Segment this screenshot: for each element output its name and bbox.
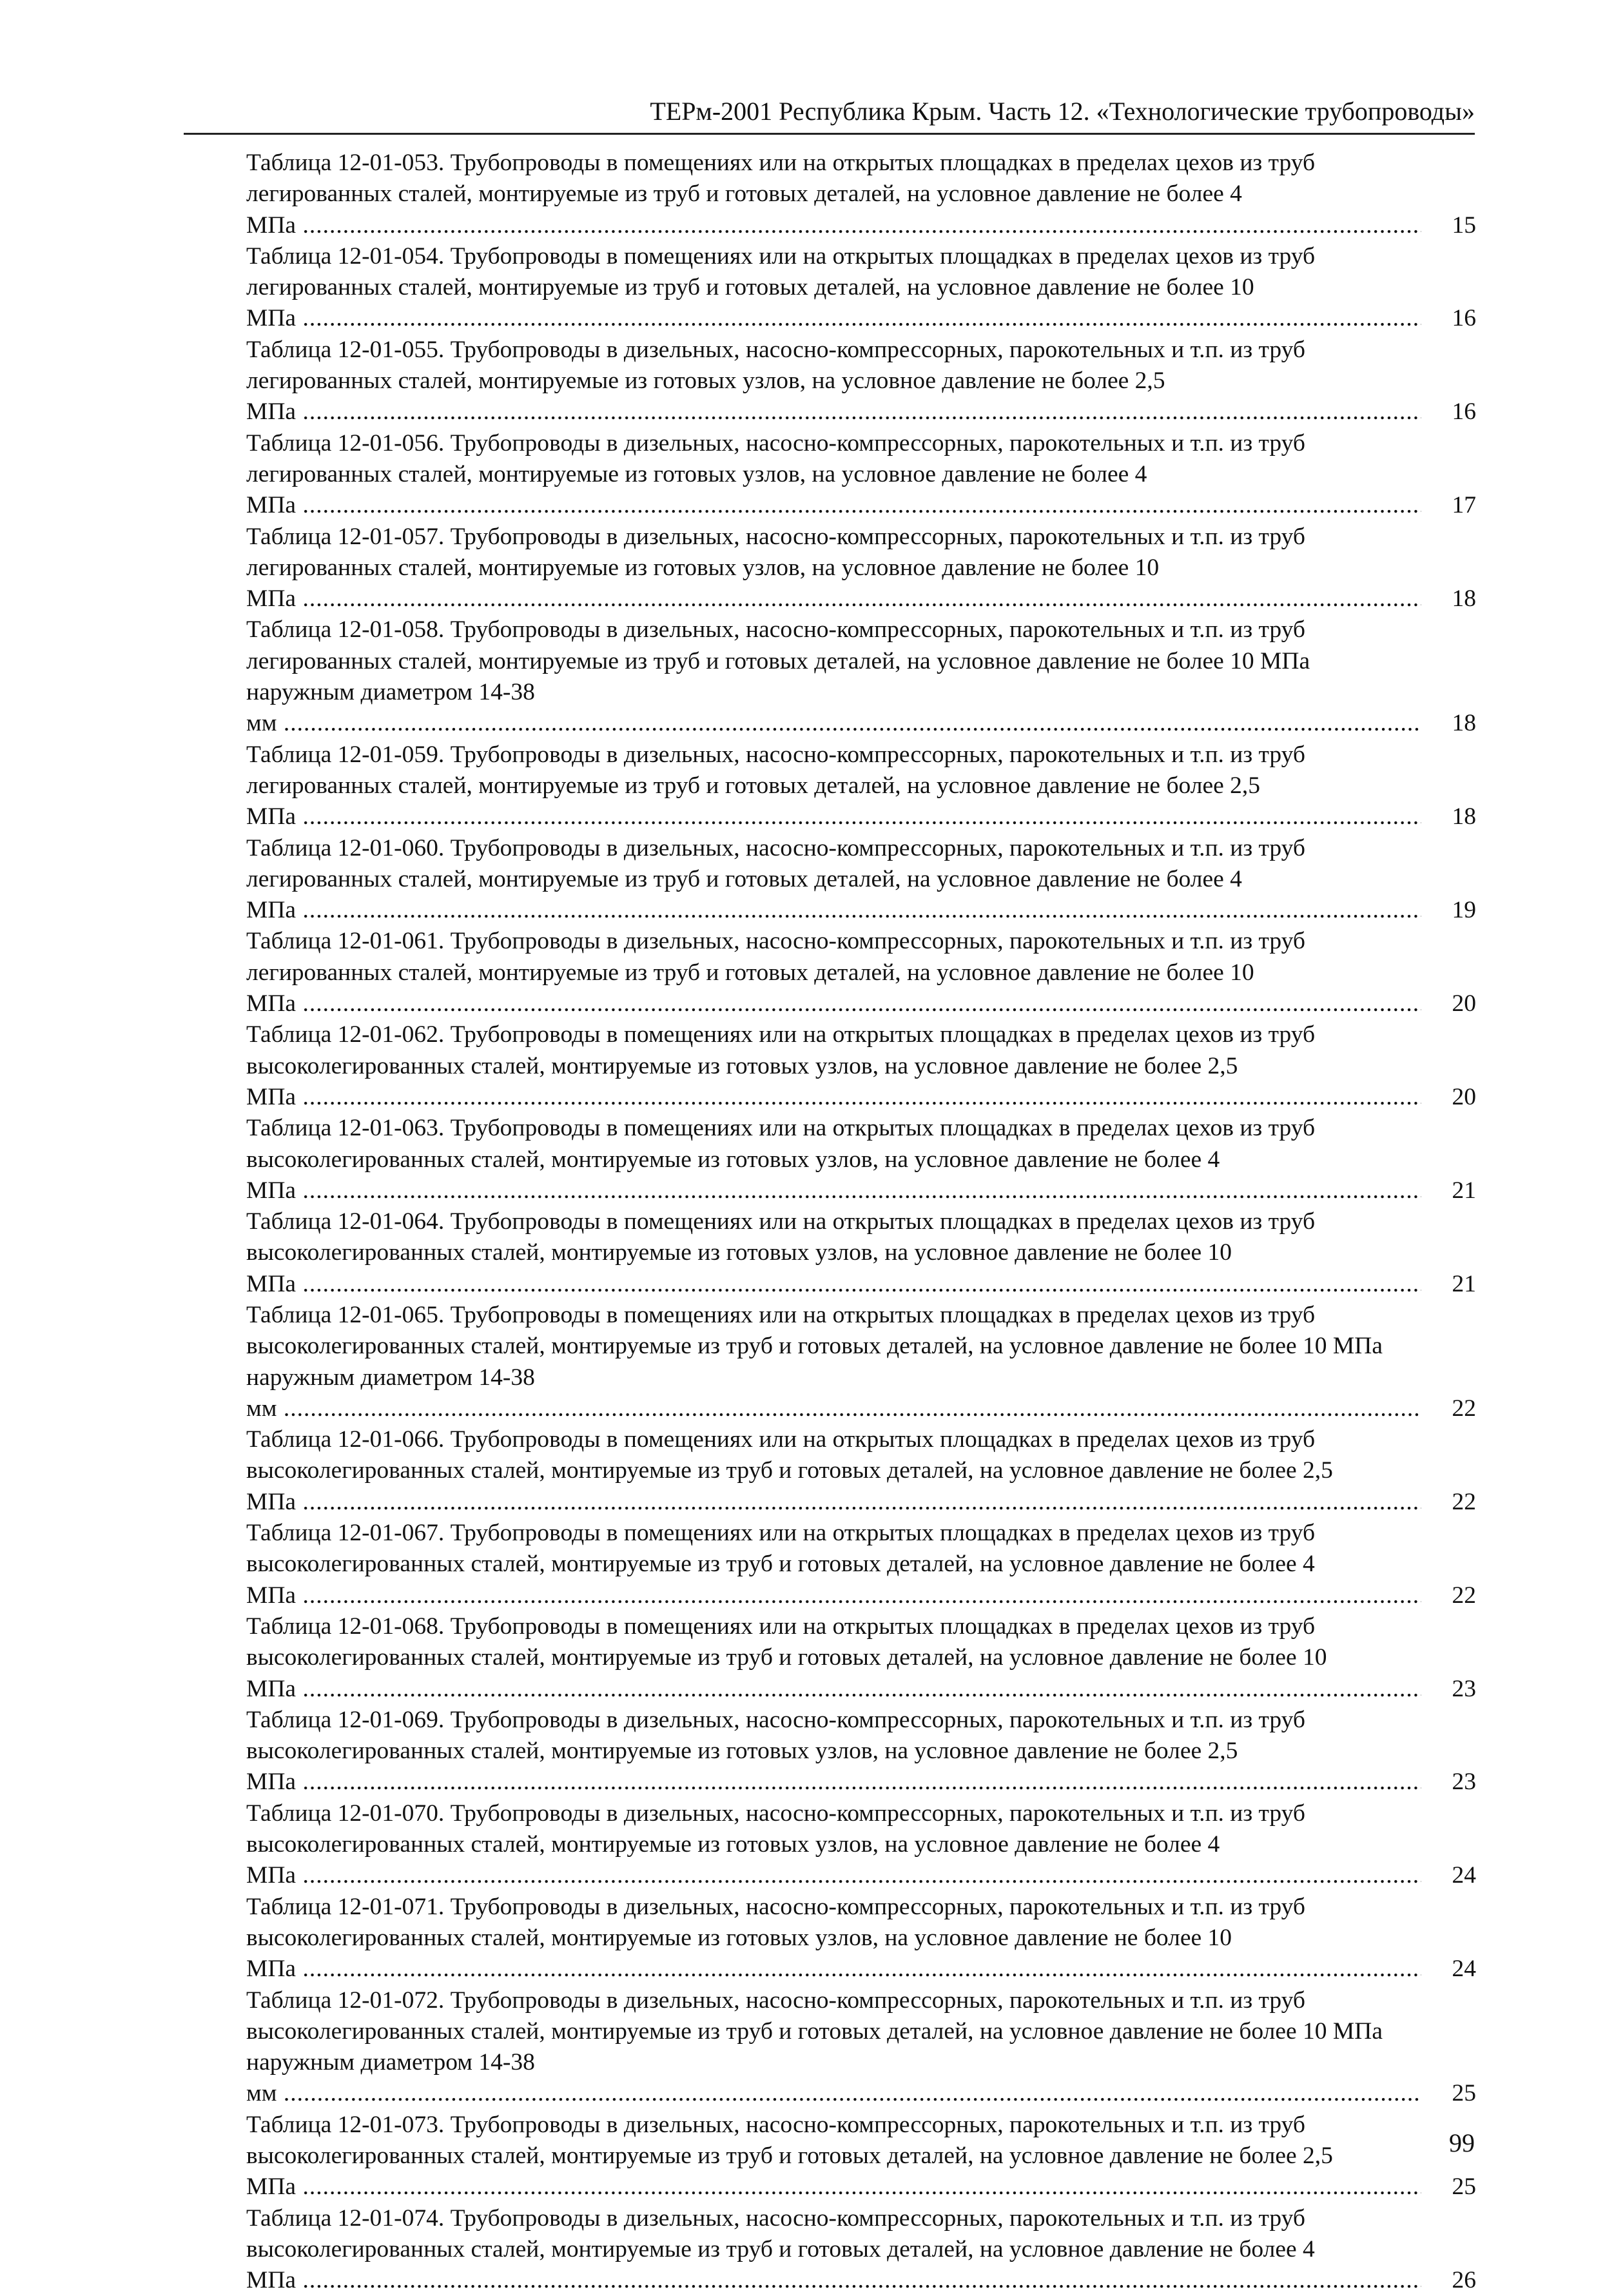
toc-entry-title: Таблица 12-01-060. Трубопроводы в дизельных, насосно-компрессорных, парокотельных и т.п. из труб легированных сталей, монтируемые из труб и готовых деталей, на условное давление не более 4 МПа ..... (246, 835, 1476, 924)
toc-entry[interactable] (246, 1611, 1476, 1705)
toc-entry-title: Таблица 12-01-068. Трубопроводы в помещениях или на открытых площадках в пределах цехов из труб высоколегированных сталей, монтируемые из труб и готовых деталей, на условное давление не более 10 МПа ..... (246, 1613, 1476, 1702)
toc-entry-title: Таблица 12-01-070. Трубопроводы в дизельных, насосно-компрессорных, парокотельных и т.п. из труб высоколегированных сталей, монтируемые из готовых узлов, на условное давление не более 4 МПа ..... (246, 1800, 1476, 1889)
toc-entry-page: 21 (1421, 1269, 1476, 1300)
toc-entry[interactable] (246, 241, 1476, 335)
toc-entry-page: 18 (1421, 801, 1476, 832)
toc-entry-title: Таблица 12-01-073. Трубопроводы в дизельных, насосно-компрессорных, парокотельных и т.п. из труб высоколегированных сталей, монтируемые из труб и готовых деталей, на условное давление не более 2,5 МПа ..... (246, 2112, 1476, 2201)
toc-entry[interactable] (246, 2110, 1476, 2203)
toc-entry-page: 16 (1421, 303, 1476, 334)
toc-entry[interactable] (246, 1985, 1476, 2110)
toc-entry-page: 17 (1421, 490, 1476, 521)
toc-entry-page: 16 (1421, 397, 1476, 427)
toc-entry-page: 18 (1421, 584, 1476, 614)
toc-entry-page: 24 (1421, 1860, 1476, 1891)
toc-entry[interactable] (246, 1798, 1476, 1892)
toc-entry-page: 22 (1421, 1393, 1476, 1424)
toc-entry[interactable] (246, 926, 1476, 1019)
running-header (184, 94, 1475, 135)
toc-entry[interactable] (246, 428, 1476, 522)
toc-entry[interactable] (246, 1424, 1476, 1518)
toc-entry-page: 23 (1421, 1767, 1476, 1798)
toc-entry-title: Таблица 12-01-058. Трубопроводы в дизельных, насосно-компрессорных, парокотельных и т.п. из труб легированных сталей, монтируемые из труб и готовых деталей, на условное давление не более 10 МПа наружным диаметром 14-38 мм ..... (246, 616, 1476, 736)
toc-entry-title: Таблица 12-01-063. Трубопроводы в помещениях или на открытых площадках в пределах цехов из труб высоколегированных сталей, монтируемые из готовых узлов, на условное давление не более 4 МПа ..... (246, 1115, 1476, 1204)
toc-entry-page: 22 (1421, 1487, 1476, 1518)
toc-entry[interactable] (246, 740, 1476, 833)
running-header-title: ТЕРм-2001 Республика Крым. Часть 12. «Технологические трубопроводы» (650, 97, 1475, 126)
toc-entry-title: Таблица 12-01-061. Трубопроводы в дизельных, насосно-компрессорных, парокотельных и т.п. из труб легированных сталей, монтируемые из труб и готовых деталей, на условное давление не более 10 МПа ..... (246, 928, 1476, 1017)
table-of-contents (246, 148, 1476, 2296)
toc-entry-title: Таблица 12-01-072. Трубопроводы в дизельных, насосно-компрессорных, парокотельных и т.п. из труб высоколегированных сталей, монтируемые из труб и готовых деталей, на условное давление не более 10 МПа наружным диаметром 14-38 мм ..... (246, 1987, 1476, 2107)
toc-entry-page: 25 (1421, 2078, 1476, 2109)
toc-entry-page: 18 (1421, 708, 1476, 739)
toc-entry-page: 20 (1421, 1082, 1476, 1113)
toc-entry[interactable] (246, 1113, 1476, 1206)
toc-entry-title: Таблица 12-01-064. Трубопроводы в помещениях или на открытых площадках в пределах цехов из труб высоколегированных сталей, монтируемые из готовых узлов, на условное давление не более 10 МПа ..... (246, 1208, 1476, 1297)
toc-entry[interactable] (246, 1300, 1476, 1424)
toc-entry-title: Таблица 12-01-069. Трубопроводы в дизельных, насосно-компрессорных, парокотельных и т.п. из труб высоколегированных сталей, монтируемые из готовых узлов, на условное давление не более 2,5 МПа ..... (246, 1707, 1476, 1796)
toc-entry[interactable] (246, 148, 1476, 241)
toc-entry-title: Таблица 12-01-065. Трубопроводы в помещениях или на открытых площадках в пределах цехов из труб высоколегированных сталей, монтируемые из труб и готовых деталей, на условное давление не более 10 МПа наружным диаметром 14-38 мм ..... (246, 1302, 1476, 1422)
toc-entry[interactable] (246, 833, 1476, 927)
toc-entry[interactable] (246, 2203, 1476, 2296)
toc-entry[interactable] (246, 1206, 1476, 1300)
toc-entry[interactable] (246, 614, 1476, 739)
toc-entry[interactable] (246, 335, 1476, 428)
page-number: 99 (1449, 2128, 1475, 2157)
toc-entry-page: 22 (1421, 1580, 1476, 1611)
toc-entry-title: Таблица 12-01-066. Трубопроводы в помещениях или на открытых площадках в пределах цехов из труб высоколегированных сталей, монтируемые из труб и готовых деталей, на условное давление не более 2,5 МПа ..... (246, 1426, 1476, 1515)
toc-entry-title: Таблица 12-01-057. Трубопроводы в дизельных, насосно-компрессорных, парокотельных и т.п. из труб легированных сталей, монтируемые из готовых узлов, на условное давление не более 10 МПа ..... (246, 524, 1476, 613)
toc-entry-title: Таблица 12-01-071. Трубопроводы в дизельных, насосно-компрессорных, парокотельных и т.п. из труб высоколегированных сталей, монтируемые из готовых узлов, на условное давление не более 10 МПа ..... (246, 1894, 1476, 1983)
toc-entry-page: 21 (1421, 1175, 1476, 1206)
toc-entry[interactable] (246, 522, 1476, 615)
toc-entry[interactable] (246, 1518, 1476, 1611)
toc-entry-title: Таблица 12-01-056. Трубопроводы в дизельных, насосно-компрессорных, парокотельных и т.п. из труб легированных сталей, монтируемые из готовых узлов, на условное давление не более 4 МПа ..... (246, 430, 1476, 519)
toc-entry-title: Таблица 12-01-055. Трубопроводы в дизельных, насосно-компрессорных, парокотельных и т.п. из труб легированных сталей, монтируемые из готовых узлов, на условное давление не более 2,5 МПа ..... (246, 337, 1476, 426)
toc-entry-title: Таблица 12-01-074. Трубопроводы в дизельных, насосно-компрессорных, парокотельных и т.п. из труб высоколегированных сталей, монтируемые из труб и готовых деталей, на условное давление не более 4 МПа ..... (246, 2205, 1476, 2294)
toc-entry-title: Таблица 12-01-053. Трубопроводы в помещениях или на открытых площадках в пределах цехов из труб легированных сталей, монтируемые из труб и готовых деталей, на условное давление не более 4 МПа ..... (246, 150, 1476, 239)
toc-entry[interactable] (246, 1892, 1476, 1985)
toc-entry-title: Таблица 12-01-059. Трубопроводы в дизельных, насосно-компрессорных, парокотельных и т.п. из труб легированных сталей, монтируемые из труб и готовых деталей, на условное давление не более 2,5 МПа ..... (246, 741, 1476, 830)
toc-entry-page: 15 (1421, 210, 1476, 241)
toc-entry[interactable] (246, 1019, 1476, 1113)
toc-entry-page: 23 (1421, 1674, 1476, 1705)
toc-entry-page: 25 (1421, 2172, 1476, 2203)
toc-entry-page: 26 (1421, 2265, 1476, 2296)
toc-entry-page: 19 (1421, 895, 1476, 926)
toc-entry-title: Таблица 12-01-067. Трубопроводы в помещениях или на открытых площадках в пределах цехов из труб высоколегированных сталей, монтируемые из труб и готовых деталей, на условное давление не более 4 МПа ..... (246, 1520, 1476, 1609)
toc-entry-title: Таблица 12-01-054. Трубопроводы в помещениях или на открытых площадках в пределах цехов из труб легированных сталей, монтируемые из труб и готовых деталей, на условное давление не более 10 МПа ..... (246, 243, 1476, 332)
toc-entry-page: 24 (1421, 1954, 1476, 1985)
toc-entry-title: Таблица 12-01-062. Трубопроводы в помещениях или на открытых площадках в пределах цехов из труб высоколегированных сталей, монтируемые из готовых узлов, на условное давление не более 2,5 МПа ..... (246, 1021, 1476, 1110)
toc-entry-page: 20 (1421, 988, 1476, 1019)
toc-entry[interactable] (246, 1705, 1476, 1798)
